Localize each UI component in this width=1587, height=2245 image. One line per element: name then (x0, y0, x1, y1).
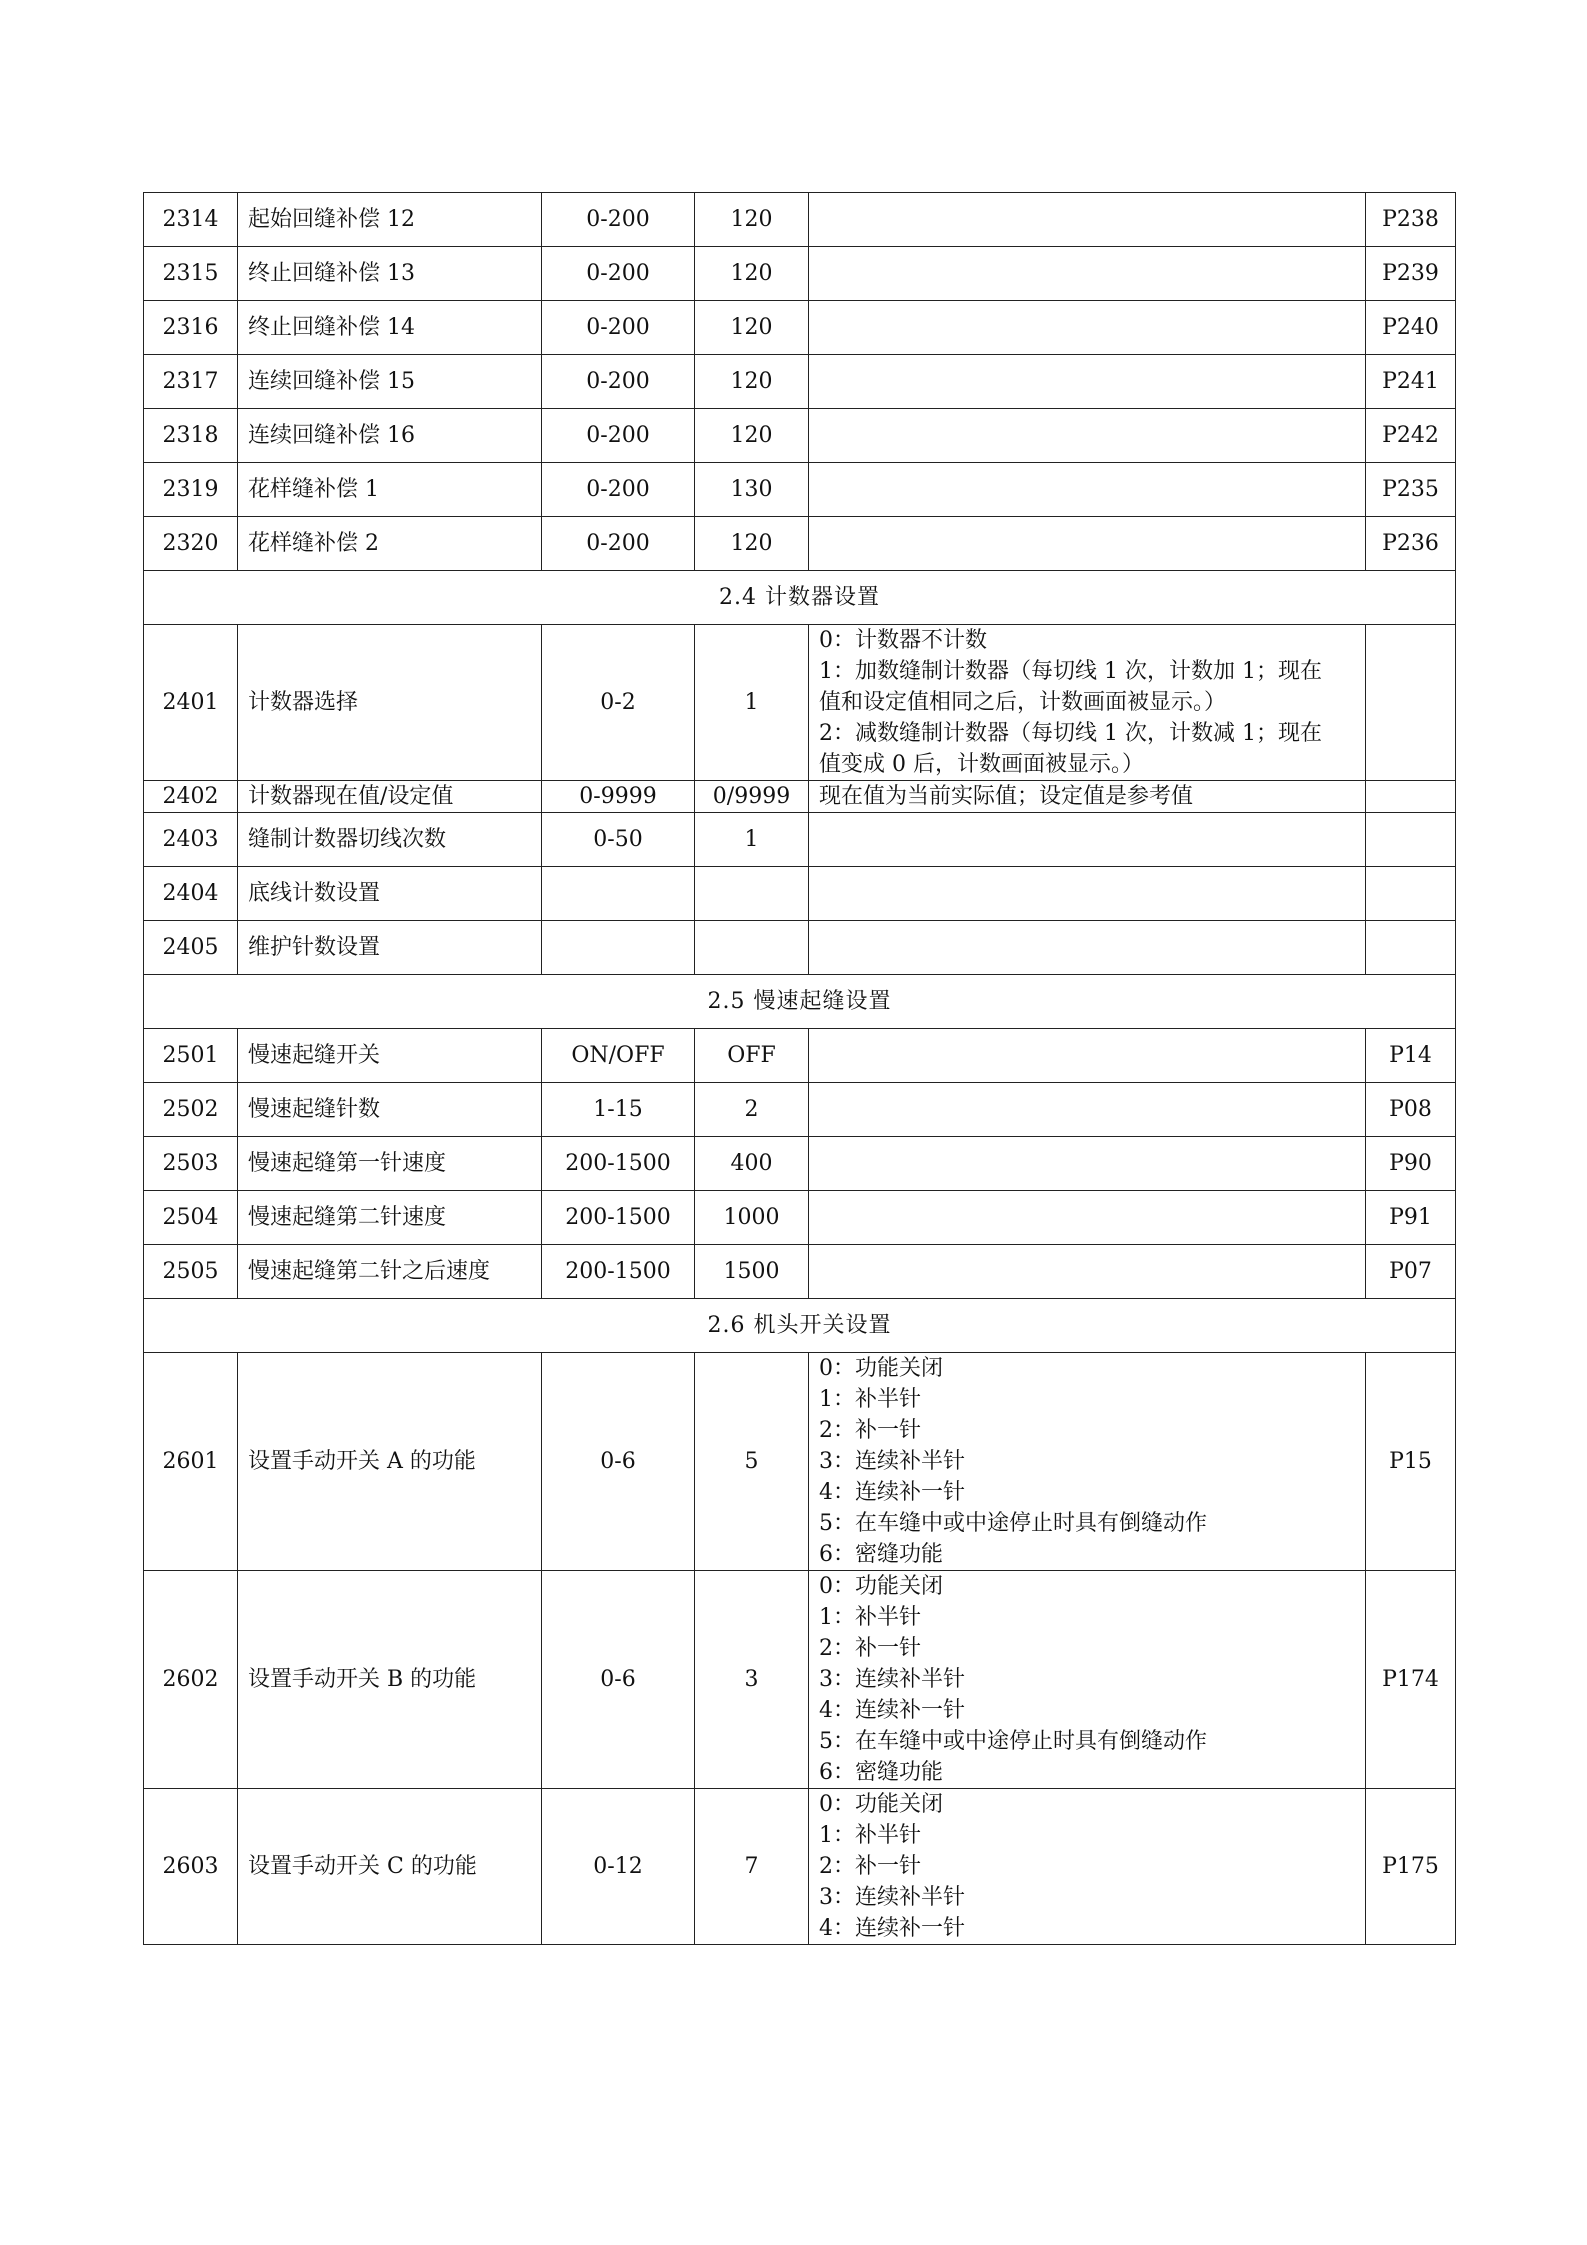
param-default-cell: 2 (695, 1083, 809, 1137)
param-page-cell: P90 (1366, 1137, 1456, 1191)
param-page-cell: P07 (1366, 1245, 1456, 1299)
param-page-cell (1366, 867, 1456, 921)
param-description-cell (809, 921, 1366, 975)
param-name-cell: 设置手动开关 C 的功能 (238, 1789, 542, 1945)
param-range-cell: 0-200 (542, 517, 695, 571)
param-range-cell: 200-1500 (542, 1191, 695, 1245)
param-default-cell: 120 (695, 517, 809, 571)
param-page-cell: P242 (1366, 409, 1456, 463)
param-name-cell: 维护针数设置 (238, 921, 542, 975)
param-page-cell (1366, 625, 1456, 781)
section-title: 2.5 慢速起缝设置 (144, 975, 1456, 1029)
param-default-cell: 1 (695, 813, 809, 867)
param-page-cell (1366, 813, 1456, 867)
param-name-cell: 缝制计数器切线次数 (238, 813, 542, 867)
param-code-cell: 2602 (144, 1571, 238, 1789)
description-line: 6：密缝功能 (819, 1542, 943, 1567)
description-line: 0：功能关闭 (819, 1574, 943, 1599)
table-row (144, 1137, 1456, 1191)
param-code-cell: 2601 (144, 1353, 238, 1571)
param-range-cell (542, 921, 695, 975)
description-line: 值变成 0 后，计数画面被显示。） (819, 752, 1144, 777)
param-range-cell: 0-200 (542, 301, 695, 355)
param-code-cell: 2504 (144, 1191, 238, 1245)
section-header-row (144, 571, 1456, 625)
description-line: 0：功能关闭 (819, 1356, 943, 1381)
param-code-cell: 2502 (144, 1083, 238, 1137)
param-default-cell: 1000 (695, 1191, 809, 1245)
param-name-cell: 设置手动开关 B 的功能 (238, 1571, 542, 1789)
param-page-cell: P236 (1366, 517, 1456, 571)
description-line: 现在值为当前实际值；设定值是参考值 (819, 784, 1194, 809)
param-range-cell: 0-2 (542, 625, 695, 781)
param-description-cell (809, 409, 1366, 463)
param-range-cell: 1-15 (542, 1083, 695, 1137)
table-row (144, 1571, 1456, 1789)
param-default-cell: 120 (695, 193, 809, 247)
description-line: 3：连续补半针 (819, 1449, 965, 1474)
description-line: 值和设定值相同之后，计数画面被显示。） (819, 690, 1227, 715)
description-line: 3：连续补半针 (819, 1667, 965, 1692)
table-row (144, 1083, 1456, 1137)
param-default-cell: 400 (695, 1137, 809, 1191)
param-default-cell (695, 867, 809, 921)
table-row (144, 355, 1456, 409)
param-default-cell: 120 (695, 247, 809, 301)
param-name-cell: 慢速起缝针数 (238, 1083, 542, 1137)
param-page-cell (1366, 781, 1456, 813)
table-row (144, 463, 1456, 517)
section-title: 2.6 机头开关设置 (144, 1299, 1456, 1353)
param-code-cell: 2503 (144, 1137, 238, 1191)
param-name-cell: 花样缝补偿 1 (238, 463, 542, 517)
param-code-cell: 2405 (144, 921, 238, 975)
description-line: 4：连续补一针 (819, 1916, 965, 1941)
param-code-cell: 2402 (144, 781, 238, 813)
param-description-cell (809, 355, 1366, 409)
param-page-cell: P235 (1366, 463, 1456, 517)
parameter-table-body (144, 193, 1456, 1945)
param-description-cell (809, 781, 1366, 813)
param-range-cell: 0-200 (542, 193, 695, 247)
section-header-row (144, 1299, 1456, 1353)
description-line: 2：补一针 (819, 1636, 921, 1661)
param-page-cell: P91 (1366, 1191, 1456, 1245)
section-title: 2.4 计数器设置 (144, 571, 1456, 625)
description-line: 4：连续补一针 (819, 1480, 965, 1505)
param-page-cell: P08 (1366, 1083, 1456, 1137)
description-line: 5：在车缝中或中途停止时具有倒缝动作 (819, 1511, 1207, 1536)
param-description-cell (809, 1353, 1366, 1571)
param-description-cell (809, 1083, 1366, 1137)
description-line: 1：补半针 (819, 1823, 921, 1848)
param-page-cell: P238 (1366, 193, 1456, 247)
param-name-cell: 慢速起缝第二针之后速度 (238, 1245, 542, 1299)
param-default-cell: 120 (695, 409, 809, 463)
param-default-cell: 130 (695, 463, 809, 517)
param-name-cell: 慢速起缝第一针速度 (238, 1137, 542, 1191)
param-range-cell: 0-200 (542, 247, 695, 301)
table-row (144, 921, 1456, 975)
param-description-cell (809, 813, 1366, 867)
param-range-cell: 200-1500 (542, 1245, 695, 1299)
description-line: 1：加数缝制计数器（每切线 1 次，计数加 1；现在 (819, 659, 1322, 684)
section-header-row (144, 975, 1456, 1029)
param-description-cell (809, 463, 1366, 517)
param-page-cell: P14 (1366, 1029, 1456, 1083)
param-default-cell (695, 921, 809, 975)
param-description-cell (809, 517, 1366, 571)
description-line: 2：补一针 (819, 1418, 921, 1443)
param-description-cell (809, 301, 1366, 355)
param-code-cell: 2316 (144, 301, 238, 355)
param-default-cell: 120 (695, 355, 809, 409)
table-row (144, 1353, 1456, 1571)
param-description-cell (809, 193, 1366, 247)
table-row (144, 867, 1456, 921)
table-row (144, 1789, 1456, 1945)
param-name-cell: 慢速起缝开关 (238, 1029, 542, 1083)
table-row (144, 193, 1456, 247)
param-description-cell (809, 1137, 1366, 1191)
table-row (144, 247, 1456, 301)
description-line: 1：补半针 (819, 1387, 921, 1412)
param-range-cell: 0-50 (542, 813, 695, 867)
description-line: 0：计数器不计数 (819, 628, 987, 653)
param-code-cell: 2317 (144, 355, 238, 409)
param-default-cell: 1500 (695, 1245, 809, 1299)
param-code-cell: 2505 (144, 1245, 238, 1299)
description-line: 6：密缝功能 (819, 1760, 943, 1785)
param-code-cell: 2401 (144, 625, 238, 781)
param-code-cell: 2314 (144, 193, 238, 247)
param-page-cell: P175 (1366, 1789, 1456, 1945)
param-name-cell: 计数器选择 (238, 625, 542, 781)
param-range-cell: 0-6 (542, 1571, 695, 1789)
description-line: 0：功能关闭 (819, 1792, 943, 1817)
param-page-cell: P241 (1366, 355, 1456, 409)
param-range-cell: 0-12 (542, 1789, 695, 1945)
param-description-cell (809, 1191, 1366, 1245)
param-code-cell: 2319 (144, 463, 238, 517)
table-row (144, 813, 1456, 867)
param-description-cell (809, 1245, 1366, 1299)
parameter-table (143, 192, 1456, 1945)
param-code-cell: 2403 (144, 813, 238, 867)
param-code-cell: 2404 (144, 867, 238, 921)
description-line: 3：连续补半针 (819, 1885, 965, 1910)
param-name-cell: 设置手动开关 A 的功能 (238, 1353, 542, 1571)
param-description-cell (809, 1571, 1366, 1789)
table-row (144, 625, 1456, 781)
table-row (144, 781, 1456, 813)
param-default-cell: 120 (695, 301, 809, 355)
param-range-cell: 0-200 (542, 409, 695, 463)
param-name-cell: 底线计数设置 (238, 867, 542, 921)
param-range-cell: 0-6 (542, 1353, 695, 1571)
param-description-cell (809, 867, 1366, 921)
description-line: 2：减数缝制计数器（每切线 1 次，计数减 1；现在 (819, 721, 1322, 746)
table-row (144, 1245, 1456, 1299)
param-description-cell (809, 625, 1366, 781)
description-line: 4：连续补一针 (819, 1698, 965, 1723)
param-code-cell: 2318 (144, 409, 238, 463)
description-line: 5：在车缝中或中途停止时具有倒缝动作 (819, 1729, 1207, 1754)
param-default-cell: 5 (695, 1353, 809, 1571)
param-default-cell: 3 (695, 1571, 809, 1789)
param-page-cell: P15 (1366, 1353, 1456, 1571)
param-range-cell: 0-200 (542, 463, 695, 517)
description-line: 2：补一针 (819, 1854, 921, 1879)
param-page-cell (1366, 921, 1456, 975)
param-range-cell: 0-200 (542, 355, 695, 409)
param-default-cell: 7 (695, 1789, 809, 1945)
param-page-cell: P240 (1366, 301, 1456, 355)
param-default-cell: OFF (695, 1029, 809, 1083)
param-range-cell: 200-1500 (542, 1137, 695, 1191)
param-name-cell: 慢速起缝第二针速度 (238, 1191, 542, 1245)
param-name-cell: 花样缝补偿 2 (238, 517, 542, 571)
param-description-cell (809, 1029, 1366, 1083)
table-row (144, 1029, 1456, 1083)
param-description-cell (809, 247, 1366, 301)
param-name-cell: 终止回缝补偿 13 (238, 247, 542, 301)
param-code-cell: 2315 (144, 247, 238, 301)
param-page-cell: P239 (1366, 247, 1456, 301)
table-row (144, 301, 1456, 355)
param-description-cell (809, 1789, 1366, 1945)
description-line: 1：补半针 (819, 1605, 921, 1630)
param-range-cell: ON/OFF (542, 1029, 695, 1083)
param-name-cell: 终止回缝补偿 14 (238, 301, 542, 355)
table-row (144, 409, 1456, 463)
param-default-cell: 0/9999 (695, 781, 809, 813)
param-code-cell: 2320 (144, 517, 238, 571)
param-name-cell: 连续回缝补偿 15 (238, 355, 542, 409)
param-name-cell: 计数器现在值/设定值 (238, 781, 542, 813)
param-range-cell: 0-9999 (542, 781, 695, 813)
param-code-cell: 2603 (144, 1789, 238, 1945)
param-range-cell (542, 867, 695, 921)
table-row (144, 517, 1456, 571)
param-code-cell: 2501 (144, 1029, 238, 1083)
table-row (144, 1191, 1456, 1245)
param-name-cell: 连续回缝补偿 16 (238, 409, 542, 463)
param-default-cell: 1 (695, 625, 809, 781)
param-page-cell: P174 (1366, 1571, 1456, 1789)
param-name-cell: 起始回缝补偿 12 (238, 193, 542, 247)
